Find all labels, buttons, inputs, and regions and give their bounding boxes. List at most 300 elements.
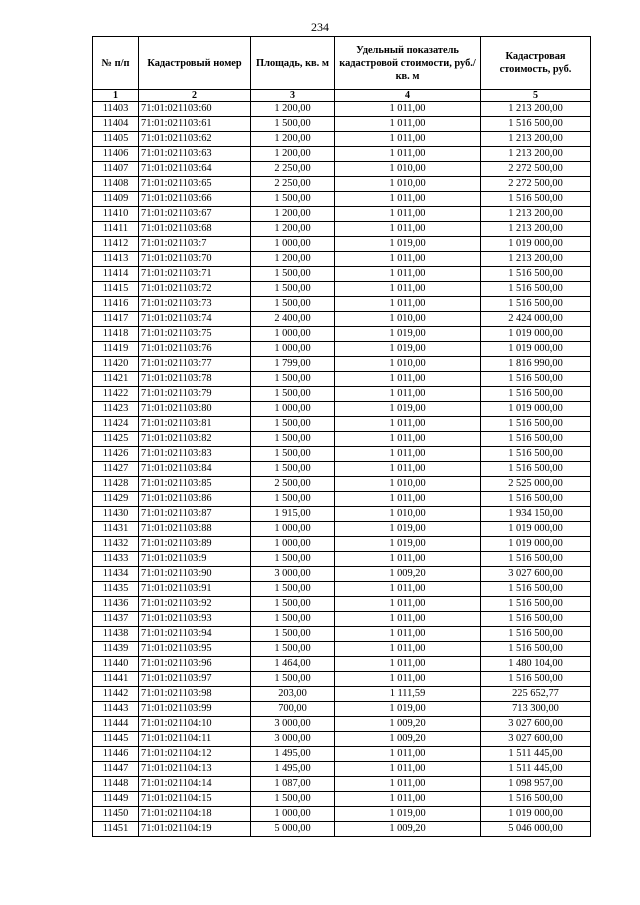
cadastral-value: 2 272 500,00 (481, 177, 591, 192)
area-value: 3 000,00 (251, 717, 335, 732)
area-value: 1 464,00 (251, 657, 335, 672)
unit-value: 1 011,00 (335, 462, 481, 477)
row-number: 11449 (93, 792, 139, 807)
area-value: 1 500,00 (251, 267, 335, 282)
area-value: 1 500,00 (251, 492, 335, 507)
row-number: 11434 (93, 567, 139, 582)
cadastral-value: 1 213 200,00 (481, 207, 591, 222)
cadastral-number: 71:01:021103:68 (139, 222, 251, 237)
table-row (93, 342, 591, 357)
row-number: 11432 (93, 537, 139, 552)
unit-value: 1 011,00 (335, 672, 481, 687)
cadastral-number: 71:01:021103:79 (139, 387, 251, 402)
area-value: 1 200,00 (251, 147, 335, 162)
cadastral-number: 71:01:021103:64 (139, 162, 251, 177)
header-cadastral-value: Кадастровая стоимость, руб. (481, 37, 591, 90)
unit-value: 1 019,00 (335, 702, 481, 717)
unit-value: 1 011,00 (335, 447, 481, 462)
cadastral-value: 1 516 500,00 (481, 447, 591, 462)
cadastral-number: 71:01:021103:96 (139, 657, 251, 672)
table-row (93, 807, 591, 822)
unit-value: 1 011,00 (335, 762, 481, 777)
row-number: 11406 (93, 147, 139, 162)
cadastral-value: 1 516 500,00 (481, 432, 591, 447)
table-row (93, 417, 591, 432)
cadastral-number: 71:01:021104:15 (139, 792, 251, 807)
row-number: 11416 (93, 297, 139, 312)
area-value: 1 000,00 (251, 807, 335, 822)
table-row (93, 267, 591, 282)
unit-value: 1 011,00 (335, 132, 481, 147)
area-value: 3 000,00 (251, 567, 335, 582)
unit-value: 1 011,00 (335, 282, 481, 297)
unit-value: 1 111,59 (335, 687, 481, 702)
row-number: 11407 (93, 162, 139, 177)
cadastral-value: 1 516 500,00 (481, 552, 591, 567)
area-value: 1 500,00 (251, 282, 335, 297)
cadastral-value: 1 019 000,00 (481, 402, 591, 417)
unit-value: 1 011,00 (335, 387, 481, 402)
area-value: 1 500,00 (251, 117, 335, 132)
cadastral-number: 71:01:021104:14 (139, 777, 251, 792)
cadastral-value: 1 516 500,00 (481, 417, 591, 432)
cadastral-value: 1 516 500,00 (481, 117, 591, 132)
header-cadastral-number: Кадастровый номер (139, 37, 251, 90)
row-number: 11408 (93, 177, 139, 192)
area-value: 1 500,00 (251, 432, 335, 447)
row-number: 11403 (93, 102, 139, 117)
row-number: 11435 (93, 582, 139, 597)
table-row (93, 132, 591, 147)
cadastral-number: 71:01:021103:94 (139, 627, 251, 642)
area-value: 1 500,00 (251, 612, 335, 627)
cadastral-number: 71:01:021103:90 (139, 567, 251, 582)
cadastral-value: 1 213 200,00 (481, 147, 591, 162)
row-number: 11436 (93, 597, 139, 612)
table-row (93, 822, 591, 837)
unit-value: 1 011,00 (335, 612, 481, 627)
area-value: 1 500,00 (251, 192, 335, 207)
cadastral-number: 71:01:021103:93 (139, 612, 251, 627)
cadastral-value: 1 019 000,00 (481, 537, 591, 552)
table-row (93, 642, 591, 657)
unit-value: 1 010,00 (335, 357, 481, 372)
row-number: 11411 (93, 222, 139, 237)
unit-value: 1 011,00 (335, 597, 481, 612)
table-row (93, 102, 591, 117)
area-value: 1 200,00 (251, 207, 335, 222)
cadastral-value: 1 516 500,00 (481, 582, 591, 597)
cadastral-value-table (92, 36, 591, 837)
area-value: 1 500,00 (251, 597, 335, 612)
area-value: 1 500,00 (251, 447, 335, 462)
table-row (93, 357, 591, 372)
column-number: 2 (139, 90, 251, 102)
unit-value: 1 011,00 (335, 102, 481, 117)
cadastral-value: 1 816 990,00 (481, 357, 591, 372)
table-row (93, 192, 591, 207)
area-value: 1 500,00 (251, 582, 335, 597)
row-number: 11441 (93, 672, 139, 687)
cadastral-number: 71:01:021103:91 (139, 582, 251, 597)
row-number: 11430 (93, 507, 139, 522)
table-row (93, 702, 591, 717)
cadastral-number: 71:01:021103:71 (139, 267, 251, 282)
unit-value: 1 009,20 (335, 567, 481, 582)
unit-value: 1 010,00 (335, 477, 481, 492)
cadastral-number: 71:01:021104:10 (139, 717, 251, 732)
unit-value: 1 019,00 (335, 237, 481, 252)
cadastral-number: 71:01:021103:9 (139, 552, 251, 567)
column-number: 4 (335, 90, 481, 102)
cadastral-value: 1 516 500,00 (481, 492, 591, 507)
cadastral-value: 1 019 000,00 (481, 807, 591, 822)
table-row (93, 717, 591, 732)
cadastral-number: 71:01:021103:80 (139, 402, 251, 417)
row-number: 11426 (93, 447, 139, 462)
row-number: 11422 (93, 387, 139, 402)
cadastral-number: 71:01:021103:74 (139, 312, 251, 327)
table-row (93, 492, 591, 507)
area-value: 1 087,00 (251, 777, 335, 792)
table-row (93, 687, 591, 702)
table-row (93, 327, 591, 342)
row-number: 11443 (93, 702, 139, 717)
row-number: 11448 (93, 777, 139, 792)
row-number: 11446 (93, 747, 139, 762)
area-value: 5 000,00 (251, 822, 335, 837)
table-row (93, 147, 591, 162)
header-number: № п/п (93, 37, 139, 90)
unit-value: 1 009,20 (335, 732, 481, 747)
cadastral-number: 71:01:021103:88 (139, 522, 251, 537)
cadastral-value: 2 424 000,00 (481, 312, 591, 327)
cadastral-number: 71:01:021103:89 (139, 537, 251, 552)
cadastral-number: 71:01:021103:98 (139, 687, 251, 702)
unit-value: 1 011,00 (335, 222, 481, 237)
cadastral-number: 71:01:021103:81 (139, 417, 251, 432)
area-value: 1 000,00 (251, 237, 335, 252)
cadastral-number: 71:01:021103:63 (139, 147, 251, 162)
unit-value: 1 011,00 (335, 372, 481, 387)
cadastral-value: 5 046 000,00 (481, 822, 591, 837)
area-value: 1 200,00 (251, 132, 335, 147)
unit-value: 1 011,00 (335, 207, 481, 222)
row-number: 11423 (93, 402, 139, 417)
cadastral-value: 1 516 500,00 (481, 297, 591, 312)
page-number: 234 (311, 20, 329, 34)
cadastral-number: 71:01:021103:70 (139, 252, 251, 267)
area-value: 1 500,00 (251, 462, 335, 477)
unit-value: 1 009,20 (335, 717, 481, 732)
unit-value: 1 010,00 (335, 312, 481, 327)
area-value: 1 500,00 (251, 642, 335, 657)
cadastral-number: 71:01:021104:11 (139, 732, 251, 747)
cadastral-value: 1 213 200,00 (481, 132, 591, 147)
row-number: 11415 (93, 282, 139, 297)
cadastral-value: 3 027 600,00 (481, 567, 591, 582)
cadastral-value: 713 300,00 (481, 702, 591, 717)
table-row (93, 312, 591, 327)
area-value: 2 500,00 (251, 477, 335, 492)
table-row (93, 672, 591, 687)
cadastral-value: 1 213 200,00 (481, 252, 591, 267)
unit-value: 1 011,00 (335, 492, 481, 507)
row-number: 11427 (93, 462, 139, 477)
area-value: 700,00 (251, 702, 335, 717)
row-number: 11420 (93, 357, 139, 372)
cadastral-value: 1 516 500,00 (481, 462, 591, 477)
table-row (93, 612, 591, 627)
table-row (93, 207, 591, 222)
row-number: 11451 (93, 822, 139, 837)
column-number: 1 (93, 90, 139, 102)
unit-value: 1 011,00 (335, 777, 481, 792)
unit-value: 1 011,00 (335, 252, 481, 267)
unit-value: 1 019,00 (335, 522, 481, 537)
area-value: 1 000,00 (251, 342, 335, 357)
unit-value: 1 019,00 (335, 342, 481, 357)
cadastral-value: 1 516 500,00 (481, 627, 591, 642)
column-number: 5 (481, 90, 591, 102)
cadastral-value: 1 516 500,00 (481, 267, 591, 282)
table-row (93, 222, 591, 237)
cadastral-number: 71:01:021103:72 (139, 282, 251, 297)
table-row (93, 177, 591, 192)
area-value: 1 500,00 (251, 627, 335, 642)
unit-value: 1 011,00 (335, 417, 481, 432)
table-row (93, 582, 591, 597)
table-row (93, 792, 591, 807)
unit-value: 1 009,20 (335, 822, 481, 837)
unit-value: 1 011,00 (335, 192, 481, 207)
area-value: 1 799,00 (251, 357, 335, 372)
row-number: 11419 (93, 342, 139, 357)
row-number: 11437 (93, 612, 139, 627)
table-row (93, 297, 591, 312)
cadastral-number: 71:01:021103:62 (139, 132, 251, 147)
table-row (93, 162, 591, 177)
cadastral-value: 1 934 150,00 (481, 507, 591, 522)
cadastral-value: 1 213 200,00 (481, 102, 591, 117)
area-value: 1 500,00 (251, 297, 335, 312)
cadastral-value: 1 213 200,00 (481, 222, 591, 237)
column-number: 3 (251, 90, 335, 102)
area-value: 1 000,00 (251, 537, 335, 552)
unit-value: 1 019,00 (335, 537, 481, 552)
unit-value: 1 011,00 (335, 657, 481, 672)
unit-value: 1 011,00 (335, 582, 481, 597)
header-unit-value: Удельный показатель кадастровой стоимости, руб./кв. м (335, 37, 481, 90)
unit-value: 1 010,00 (335, 162, 481, 177)
row-number: 11425 (93, 432, 139, 447)
cadastral-number: 71:01:021103:60 (139, 102, 251, 117)
table-row (93, 762, 591, 777)
cadastral-number: 71:01:021103:67 (139, 207, 251, 222)
cadastral-value: 3 027 600,00 (481, 732, 591, 747)
row-number: 11447 (93, 762, 139, 777)
unit-value: 1 010,00 (335, 507, 481, 522)
cadastral-number: 71:01:021103:85 (139, 477, 251, 492)
area-value: 1 500,00 (251, 387, 335, 402)
cadastral-number: 71:01:021103:65 (139, 177, 251, 192)
cadastral-value: 1 516 500,00 (481, 612, 591, 627)
row-number: 11450 (93, 807, 139, 822)
cadastral-number: 71:01:021103:66 (139, 192, 251, 207)
unit-value: 1 011,00 (335, 747, 481, 762)
row-number: 11433 (93, 552, 139, 567)
header-row (93, 37, 591, 90)
table-row (93, 387, 591, 402)
area-value: 1 000,00 (251, 327, 335, 342)
row-number: 11404 (93, 117, 139, 132)
cadastral-value: 1 516 500,00 (481, 192, 591, 207)
row-number: 11438 (93, 627, 139, 642)
cadastral-value: 1 516 500,00 (481, 597, 591, 612)
table-row (93, 462, 591, 477)
row-number: 11424 (93, 417, 139, 432)
cadastral-number: 71:01:021103:99 (139, 702, 251, 717)
area-value: 1 200,00 (251, 222, 335, 237)
area-value: 1 500,00 (251, 417, 335, 432)
row-number: 11410 (93, 207, 139, 222)
table-row (93, 282, 591, 297)
area-value: 1 915,00 (251, 507, 335, 522)
row-number: 11445 (93, 732, 139, 747)
table-row (93, 597, 591, 612)
table-row (93, 447, 591, 462)
cadastral-value: 1 019 000,00 (481, 237, 591, 252)
area-value: 1 495,00 (251, 747, 335, 762)
unit-value: 1 019,00 (335, 327, 481, 342)
cadastral-number: 71:01:021103:84 (139, 462, 251, 477)
table-row (93, 567, 591, 582)
unit-value: 1 011,00 (335, 147, 481, 162)
area-value: 3 000,00 (251, 732, 335, 747)
cadastral-value: 1 516 500,00 (481, 282, 591, 297)
cadastral-value: 225 652,77 (481, 687, 591, 702)
table-row (93, 432, 591, 447)
unit-value: 1 011,00 (335, 552, 481, 567)
unit-value: 1 011,00 (335, 792, 481, 807)
table-row (93, 552, 591, 567)
cadastral-number: 71:01:021103:97 (139, 672, 251, 687)
table-row (93, 522, 591, 537)
cadastral-number: 71:01:021104:12 (139, 747, 251, 762)
table-row (93, 237, 591, 252)
area-value: 1 500,00 (251, 552, 335, 567)
cadastral-number: 71:01:021103:77 (139, 357, 251, 372)
area-value: 2 250,00 (251, 162, 335, 177)
table-row (93, 372, 591, 387)
cadastral-number: 71:01:021103:82 (139, 432, 251, 447)
cadastral-value: 1 516 500,00 (481, 372, 591, 387)
cadastral-number: 71:01:021103:92 (139, 597, 251, 612)
area-value: 1 000,00 (251, 402, 335, 417)
cadastral-number: 71:01:021104:13 (139, 762, 251, 777)
cadastral-value: 1 019 000,00 (481, 327, 591, 342)
row-number: 11442 (93, 687, 139, 702)
cadastral-value: 1 516 500,00 (481, 642, 591, 657)
unit-value: 1 011,00 (335, 117, 481, 132)
cadastral-number: 71:01:021104:19 (139, 822, 251, 837)
row-number: 11428 (93, 477, 139, 492)
unit-value: 1 019,00 (335, 402, 481, 417)
cadastral-value: 1 019 000,00 (481, 342, 591, 357)
unit-value: 1 011,00 (335, 267, 481, 282)
unit-value: 1 019,00 (335, 807, 481, 822)
cadastral-number: 71:01:021103:86 (139, 492, 251, 507)
cadastral-number: 71:01:021103:75 (139, 327, 251, 342)
area-value: 1 495,00 (251, 762, 335, 777)
row-number: 11417 (93, 312, 139, 327)
cadastral-number: 71:01:021103:7 (139, 237, 251, 252)
cadastral-value: 1 516 500,00 (481, 672, 591, 687)
table-row (93, 537, 591, 552)
table-body (93, 102, 591, 837)
cadastral-value: 1 480 104,00 (481, 657, 591, 672)
cadastral-value: 2 272 500,00 (481, 162, 591, 177)
cadastral-number: 71:01:021103:73 (139, 297, 251, 312)
area-value: 203,00 (251, 687, 335, 702)
unit-value: 1 011,00 (335, 627, 481, 642)
unit-value: 1 011,00 (335, 432, 481, 447)
row-number: 11414 (93, 267, 139, 282)
cadastral-number: 71:01:021103:78 (139, 372, 251, 387)
column-number-row (93, 90, 591, 102)
area-value: 1 200,00 (251, 252, 335, 267)
table-row (93, 402, 591, 417)
cadastral-number: 71:01:021103:83 (139, 447, 251, 462)
row-number: 11409 (93, 192, 139, 207)
header-area: Площадь, кв. м (251, 37, 335, 90)
table-row (93, 117, 591, 132)
table-row (93, 657, 591, 672)
cadastral-value: 1 511 445,00 (481, 762, 591, 777)
cadastral-value: 1 019 000,00 (481, 522, 591, 537)
table-row (93, 777, 591, 792)
area-value: 1 500,00 (251, 372, 335, 387)
cadastral-number: 71:01:021103:87 (139, 507, 251, 522)
area-value: 2 400,00 (251, 312, 335, 327)
table-row (93, 732, 591, 747)
unit-value: 1 011,00 (335, 297, 481, 312)
table-row (93, 507, 591, 522)
area-value: 1 500,00 (251, 792, 335, 807)
cadastral-value: 1 098 957,00 (481, 777, 591, 792)
table-row (93, 477, 591, 492)
cadastral-value: 1 516 500,00 (481, 387, 591, 402)
row-number: 11421 (93, 372, 139, 387)
area-value: 1 500,00 (251, 672, 335, 687)
row-number: 11418 (93, 327, 139, 342)
row-number: 11431 (93, 522, 139, 537)
table-row (93, 252, 591, 267)
row-number: 11429 (93, 492, 139, 507)
row-number: 11405 (93, 132, 139, 147)
area-value: 1 000,00 (251, 522, 335, 537)
cadastral-number: 71:01:021103:61 (139, 117, 251, 132)
row-number: 11413 (93, 252, 139, 267)
unit-value: 1 010,00 (335, 177, 481, 192)
cadastral-number: 71:01:021103:95 (139, 642, 251, 657)
row-number: 11439 (93, 642, 139, 657)
row-number: 11440 (93, 657, 139, 672)
cadastral-value: 2 525 000,00 (481, 477, 591, 492)
unit-value: 1 011,00 (335, 642, 481, 657)
cadastral-value: 3 027 600,00 (481, 717, 591, 732)
cadastral-number: 71:01:021103:76 (139, 342, 251, 357)
